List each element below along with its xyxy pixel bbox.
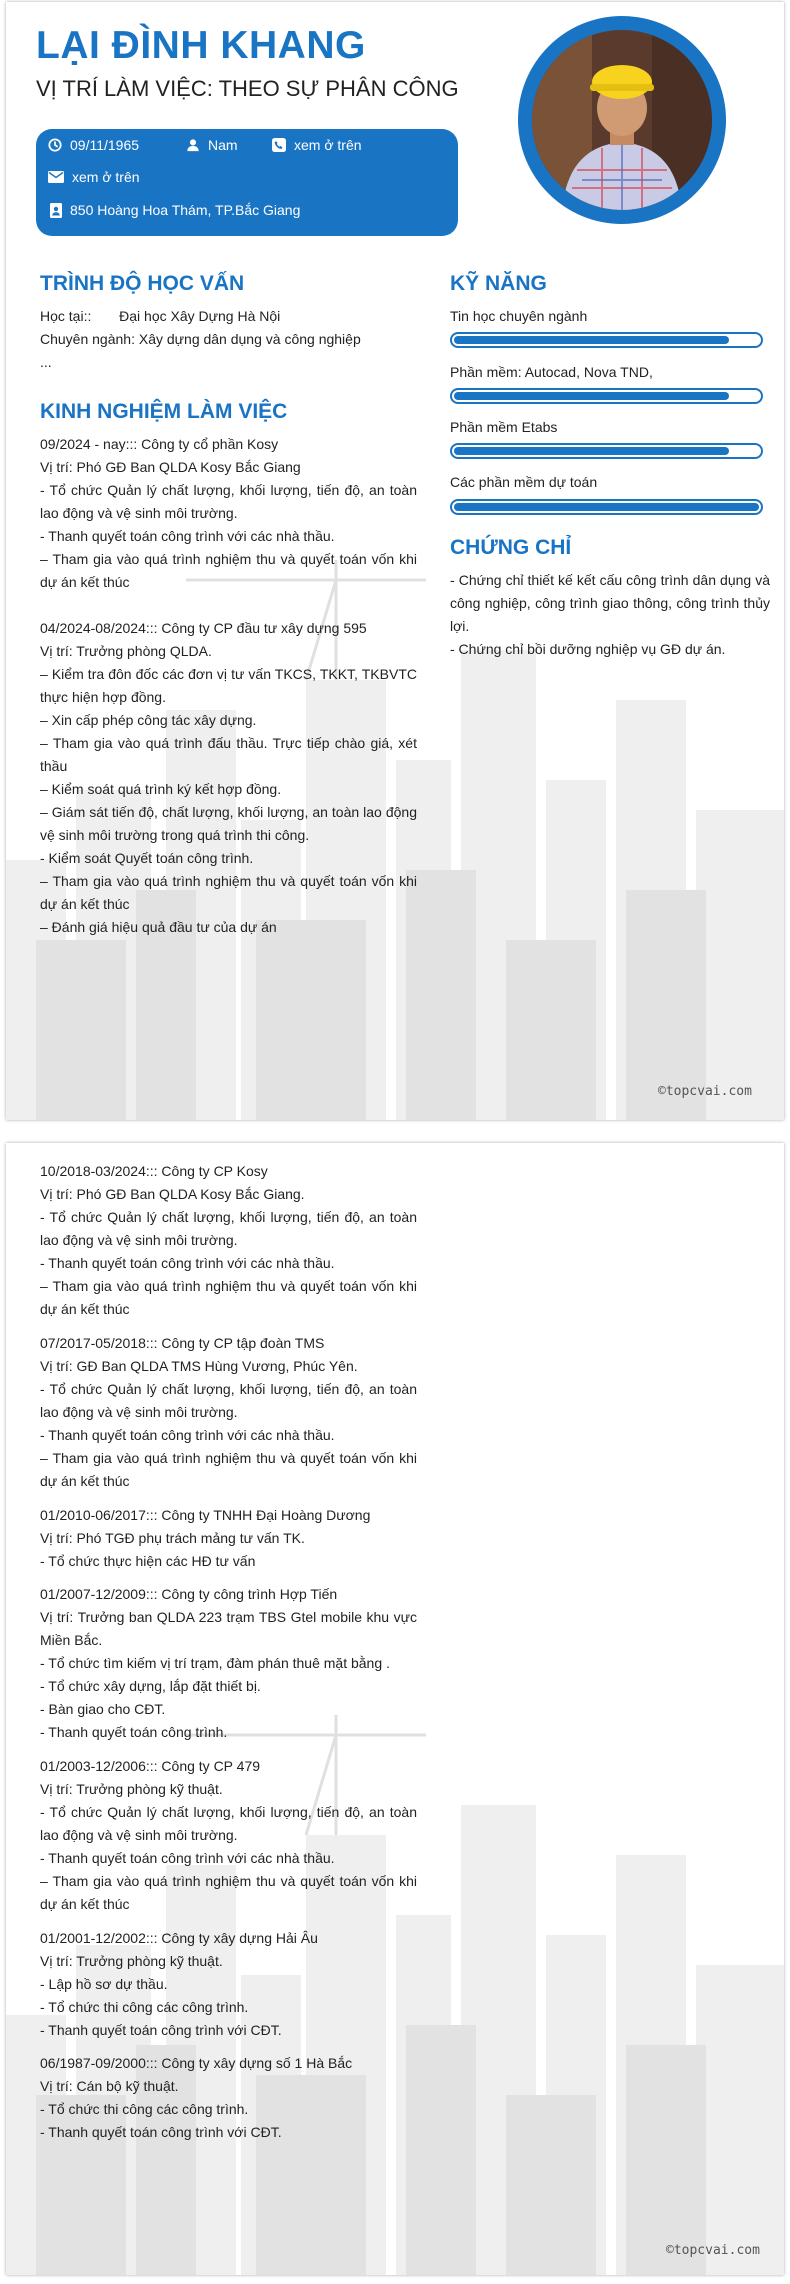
education-more: ...	[40, 354, 52, 370]
certificates-list	[450, 569, 770, 661]
skill-bar-fill	[454, 503, 759, 511]
job-line: - Tổ chức thực hiện các HĐ tư vấn	[40, 1553, 256, 1569]
profile-photo	[532, 30, 712, 210]
envelope-icon	[48, 171, 64, 183]
job-period: 01/2003-12/2006::: Công ty CP 479	[40, 1758, 261, 1774]
watermark: ©topcvai.com	[658, 1084, 752, 1099]
skill-label: Tin học chuyên ngành	[450, 308, 588, 324]
job-line: - Lập hồ sơ dự thầu.	[40, 1976, 168, 1992]
job-period: 01/2007-12/2009::: Công ty công trình Hợp Tiến	[40, 1586, 338, 1602]
job-line: – Kiểm tra đôn đốc các đơn vị tư vấn TKCS, TKKT, TKBVTC thực hiện hợp đồng.	[40, 666, 417, 705]
address-item	[50, 202, 300, 218]
address-card-icon	[50, 203, 62, 218]
certificates-heading: CHỨNG CHỈ	[450, 536, 572, 559]
experience-item	[40, 1927, 417, 2042]
job-line: - Tổ chức tìm kiếm vị trí trạm, đàm phán thuê mặt bằng .	[40, 1655, 390, 1671]
job-period: 10/2018-03/2024::: Công ty CP Kosy	[40, 1163, 268, 1179]
job-period: 06/1987-09/2000::: Công ty xây dựng số 1 Hà Bắc	[40, 2055, 353, 2071]
job-line: - Tổ chức Quản lý chất lượng, khối lượng, tiến độ, an toàn lao động và vệ sinh môi trường.	[40, 1209, 417, 1248]
gender-value: Nam	[208, 137, 238, 153]
experience-item	[40, 433, 417, 594]
skill-label: Các phần mềm dự toán	[450, 474, 598, 490]
education-school-label: Học tại::	[40, 308, 92, 324]
phone-value: xem ở trên	[294, 137, 362, 153]
job-line: - Thanh quyết toán công trình với CĐT.	[40, 2022, 282, 2038]
job-line: Vị trí: Trưởng phòng QLDA.	[40, 643, 212, 659]
job-line: Vị trí: Trưởng phòng kỹ thuật.	[40, 1781, 223, 1797]
job-line: - Bàn giao cho CĐT.	[40, 1701, 166, 1717]
skill-bar-fill	[454, 447, 729, 455]
job-period: 07/2017-05/2018::: Công ty CP tập đoàn TMS	[40, 1335, 325, 1351]
experience-item	[40, 1332, 417, 1493]
skill-bar	[450, 332, 763, 348]
education-school: Đại học Xây Dựng Hà Nội	[119, 308, 281, 324]
job-period: 09/2024 - nay::: Công ty cổ phần Kosy	[40, 436, 279, 452]
experience-item	[40, 1583, 417, 1744]
job-line: – Tham gia vào quá trình nghiệm thu và quyết toán vốn khi dự án kết thúc	[40, 551, 417, 590]
job-line: Vị trí: Phó TGĐ phụ trách mảng tư vấn TK.	[40, 1530, 305, 1546]
contact-info-box	[36, 129, 458, 236]
phone-icon	[272, 138, 286, 152]
job-line: – Tham gia vào quá trình nghiệm thu và quyết toán vốn khi dự án kết thúc	[40, 873, 417, 912]
job-line: – Tham gia vào quá trình đấu thầu. Trực tiếp chào giá, xét thầu	[40, 735, 417, 774]
skill-bar	[450, 499, 763, 515]
job-line: – Đánh giá hiệu quả đầu tư của dự án	[40, 919, 277, 935]
position-title: VỊ TRÍ LÀM VIỆC: THEO SỰ PHÂN CÔNG	[36, 76, 459, 101]
job-line: - Tổ chức Quản lý chất lượng, khối lượng, tiến độ, an toàn lao động và vệ sinh môi trường.	[40, 1381, 417, 1420]
portrait-image	[532, 30, 712, 210]
job-line: - Tổ chức Quản lý chất lượng, khối lượng, tiến độ, an toàn lao động và vệ sinh môi trường.	[40, 1804, 417, 1843]
job-line: – Tham gia vào quá trình nghiệm thu và quyết toán vốn khi dự án kết thúc	[40, 1450, 417, 1489]
job-line: - Thanh quyết toán công trình với các nhà thầu.	[40, 528, 335, 544]
certificate-item: - Chứng chỉ bồi dưỡng nghiệp vụ GĐ dự án.	[450, 641, 726, 657]
job-line: – Kiểm soát quá trình ký kết hợp đồng.	[40, 781, 282, 797]
job-line: - Tổ chức xây dựng, lắp đặt thiết bị.	[40, 1678, 261, 1694]
skill-label: Phần mềm: Autocad, Nova TND,	[450, 364, 653, 380]
job-line: - Thanh quyết toán công trình với CĐT.	[40, 2124, 282, 2140]
skill-label: Phần mềm Etabs	[450, 419, 558, 435]
job-line: Vị trí: Cán bộ kỹ thuật.	[40, 2078, 179, 2094]
job-line: Vị trí: Trưởng ban QLDA 223 trạm TBS Gtel mobile khu vực Miền Bắc.	[40, 1609, 417, 1648]
dob-item	[48, 137, 139, 153]
job-line: Vị trí: Phó GĐ Ban QLDA Kosy Bắc Giang.	[40, 1186, 305, 1202]
job-line: Vị trí: Trưởng phòng kỹ thuật.	[40, 1953, 223, 1969]
skill-bar-fill	[454, 392, 729, 400]
job-period: 04/2024-08/2024::: Công ty CP đầu tư xây dựng 595	[40, 620, 367, 636]
candidate-name: LẠI ĐÌNH KHANG	[36, 24, 366, 67]
experience-item	[40, 1755, 417, 1916]
job-line: - Tổ chức thi công các công trình.	[40, 2101, 249, 2117]
job-period: 01/2001-12/2002::: Công ty xây dựng Hải Âu	[40, 1930, 318, 1946]
skills-heading: KỸ NĂNG	[450, 272, 547, 295]
job-line: – Giám sát tiến độ, chất lượng, khối lượng, an toàn lao động vệ sinh môi trường trong quá trình thi công.	[40, 804, 417, 843]
experience-item	[40, 1504, 417, 1573]
address-value: 850 Hoàng Hoa Thám, TP.Bắc Giang	[70, 202, 301, 218]
job-line: - Thanh quyết toán công trình với các nhà thầu.	[40, 1850, 335, 1866]
job-line: - Thanh quyết toán công trình với các nhà thầu.	[40, 1427, 335, 1443]
job-line: – Tham gia vào quá trình nghiệm thu và quyết toán vốn khi dự án kết thúc	[40, 1278, 417, 1317]
job-line: - Tổ chức Quản lý chất lượng, khối lượng, tiến độ, an toàn lao động và vệ sinh môi trường.	[40, 482, 417, 521]
job-line: – Xin cấp phép công tác xây dựng.	[40, 712, 257, 728]
email-value: xem ở trên	[72, 169, 140, 185]
phone-item	[272, 137, 362, 153]
experience-item	[40, 2052, 417, 2144]
watermark: ©topcvai.com	[666, 2243, 760, 2258]
job-line: - Thanh quyết toán công trình.	[40, 1724, 228, 1740]
experience-item	[40, 617, 417, 939]
education-heading: TRÌNH ĐỘ HỌC VẤN	[40, 272, 245, 295]
job-line: – Tham gia vào quá trình nghiệm thu và quyết toán vốn khi dự án kết thúc	[40, 1873, 417, 1912]
email-item	[48, 169, 140, 185]
cv-page-1	[6, 2, 784, 1120]
certificate-item: - Chứng chỉ thiết kế kết cấu công trình dân dụng và công nghiệp, công trình giao thông, công trình thủy lợi.	[450, 572, 770, 634]
experience-heading: KINH NGHIỆM LÀM VIỆC	[40, 400, 288, 423]
dob-value: 09/11/1965	[70, 137, 140, 153]
cv-page-2	[6, 1143, 784, 2275]
gender-item	[186, 137, 238, 153]
user-icon	[186, 138, 200, 152]
clock-icon	[48, 138, 62, 152]
job-period: 01/2010-06/2017::: Công ty TNHH Đại Hoàng Dương	[40, 1507, 371, 1523]
job-line: Vị trí: Phó GĐ Ban QLDA Kosy Bắc Giang	[40, 459, 301, 475]
skill-bar	[450, 388, 763, 404]
profile-photo-frame	[518, 16, 726, 224]
job-line: - Tổ chức thi công các công trình.	[40, 1999, 249, 2015]
job-line: - Kiểm soát Quyết toán công trình.	[40, 850, 254, 866]
education-major: Chuyên ngành: Xây dựng dân dụng và công nghiệp	[40, 331, 361, 347]
skill-bar	[450, 443, 763, 459]
job-line: - Thanh quyết toán công trình với các nhà thầu.	[40, 1255, 335, 1271]
skill-bar-fill	[454, 336, 729, 344]
experience-item	[40, 1160, 417, 1321]
job-line: Vị trí: GĐ Ban QLDA TMS Hùng Vương, Phúc Yên.	[40, 1358, 358, 1374]
education-school-row	[40, 305, 280, 328]
